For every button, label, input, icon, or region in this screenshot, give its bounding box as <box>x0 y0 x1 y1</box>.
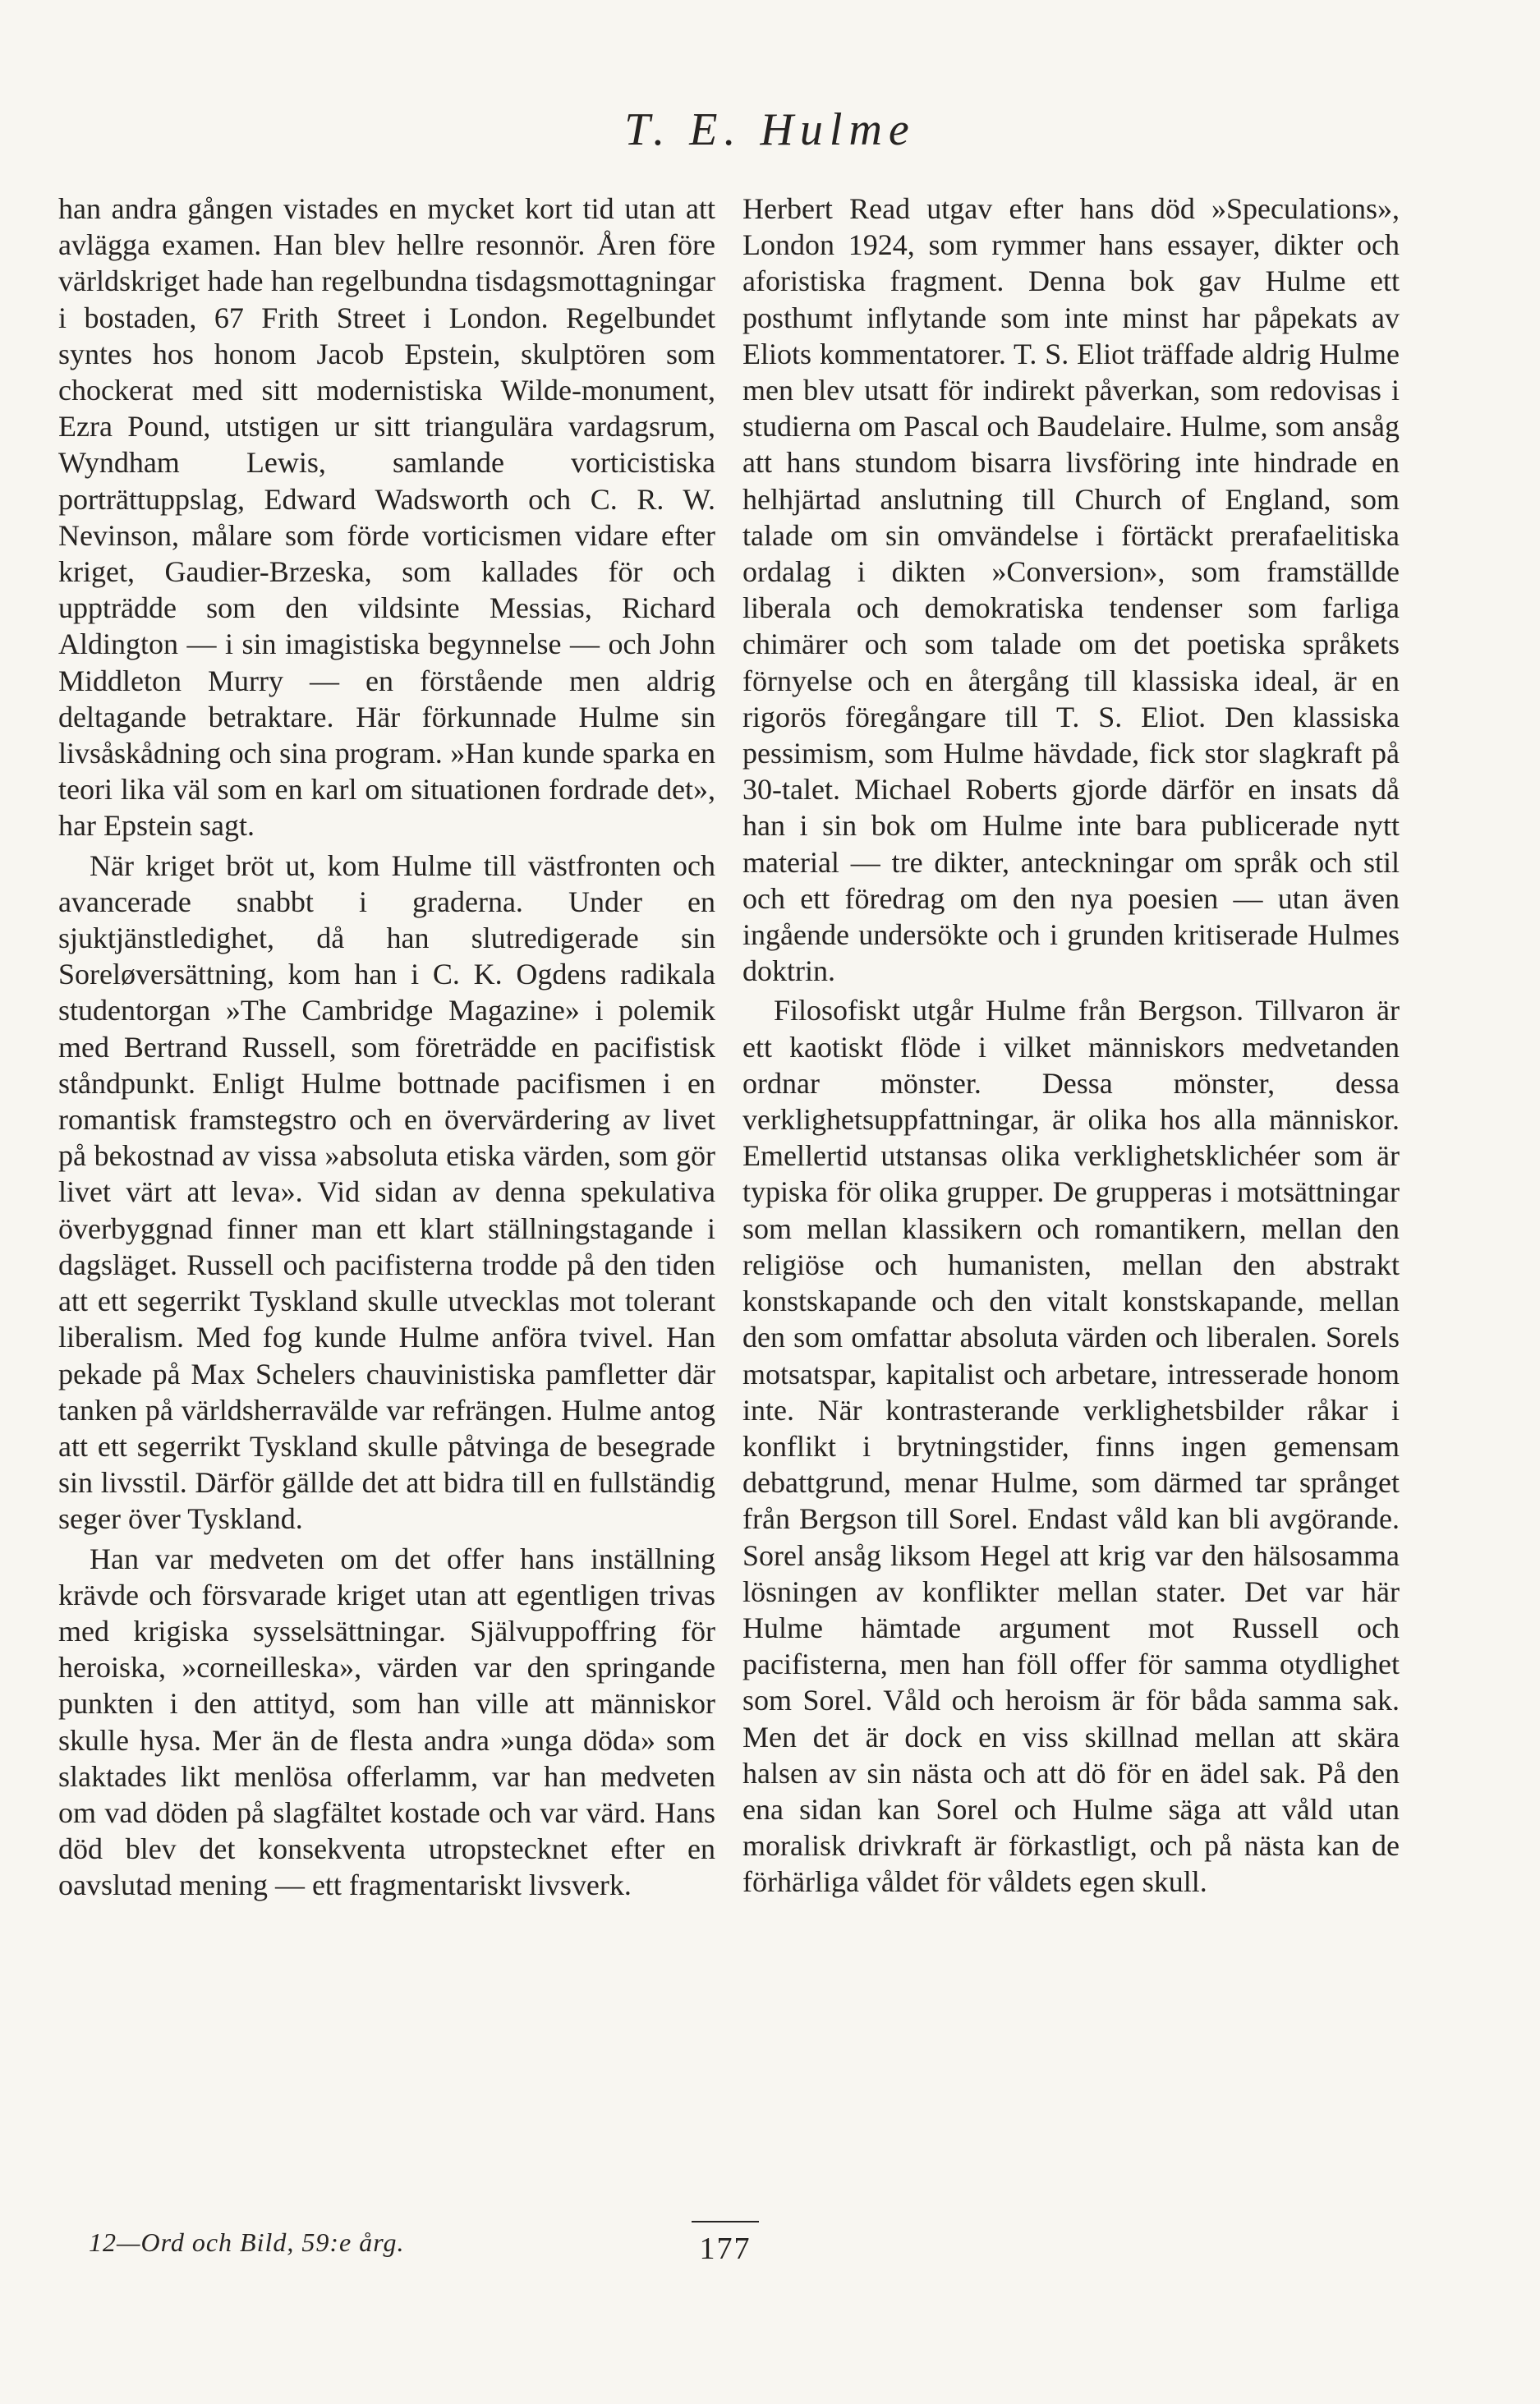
paragraph: Herbert Read utgav efter hans död »Speculations», London 1924, som rymmer hans essayer, dikter och aforistiska fragment. Denna bok gav Hulme ett posthumt inflytande som inte minst har påpekats av Eliots kommentatorer. T. S. Eliot träffade aldrig Hulme men blev utsatt för indirekt påverkan, som redovisas i studierna om Pascal och Baudelaire. Hulme, som ansåg att hans stundom bisarra livsföring inte hindrade en helhjärtad anslutning till Church of England, som talade om sin omvändelse i förtäckt prerafaelitiska ordalag i dikten »Conversion», som framställde liberala och demokratiska tendenser som farliga chimärer och som talade om det poetiska språkets förnyelse och en återgång till klassiska ideal, är en rigorös föregångare till T. S. Eliot. Den klassiska pessimism, som Hulme hävdade, fick stor slagkraft på 30-talet. Michael Roberts gjorde därför en insats då han i sin bok om Hulme inte bara publicerade nytt material — tre dikter, anteckningar om språk och stil och ett föredrag om den nya poesien — utan även ingående undersökte och i grunden kritiserade Hulmes doktrin. <box>742 192 1400 988</box>
page-number: 177 <box>699 2232 752 2266</box>
paragraph: Filosofiskt utgår Hulme från Bergson. Tillvaron är ett kaotiskt flöde i vilket människors medvetanden ordnar mönster. Dessa mönster, dessa verklighetsuppfattningar, är olika hos alla människor. Emellertid utstansas olika verklighetsklichéer som är typiska för olika grupper. De grupperas i motsättningar som mellan klassikern och romantikern, mellan den religiöse och humanisten, mellan den abstrakt konstskapande och den vitalt konstskapande, mellan den som omfattar absoluta värden och liberalen. Sorels motsatspar, kapitalist och arbetare, intresserade honom inte. När kontrasterande verklighetsbilder råkar i konflikt i brytningstider, finns ingen gemensam debattgrund, menar Hulme, som därmed tar språnget från Bergson till Sorel. Endast våld kan bli avgörande. Sorel ansåg liksom Hegel att krig var den hälsosamma lösningen av konflikter mellan stater. Det var här Hulme hämtade argument mot Russell och pacifisterna, men han föll offer för samma otydlighet som Sorel. Våld och heroism är för båda samma sak. Men det är dock en viss skillnad mellan att skära halsen av sin nästa och att dö för en ädel sak. På den ena sidan kan Sorel och Hulme säga att våld utan moralisk drivkraft är förkastligt, och på nästa kan de förhärliga våldet för våldets egen skull. <box>742 994 1400 1899</box>
paragraph: Han var medveten om det offer hans inställning krävde och försvarade kriget utan att egentligen trivas med krigiska sysselsättningar. Självuppoffring för heroiska, »corneilleska», värden var den springande punkten i den attityd, som han ville att människor skulle hysa. Mer än de flesta andra »unga döda» som slaktades likt menlösa offerlamm, var han medveten om vad döden på slagfältet kostade och var värd. Hans död blev det konsekventa utropstecknet efter en oavslutad mening — ett fragmentariskt livsverk. <box>58 1542 715 1902</box>
left-column <box>58 191 715 1904</box>
right-column <box>742 191 1400 1901</box>
page-number-rule <box>692 2221 759 2222</box>
paragraph: När kriget bröt ut, kom Hulme till västfronten och avancerade snabbt i graderna. Under en sjuktjänstledighet, då han slutredigerade sin Soreløversättning, kom han i C. K. Ogdens radikala studentorgan »The Cambridge Magazine» i polemik med Bertrand Russell, som företrädde en pacifistisk ståndpunkt. Enligt Hulme bottnade pacifismen i en romantisk framstegstro och en övervärdering av livet på bekostnad av vissa »absoluta etiska värden, som gör livet värt att leva». Vid sidan av denna spekulativa överbyggnad finner man ett klart ställningstagande i dagsläget. Russell och pacifisterna trodde på den tiden att ett segerrikt Tyskland skulle utvecklas mot tolerant liberalism. Med fog kunde Hulme anföra tvivel. Han pekade på Max Schelers chauvinistiska pamfletter där tanken på världsherravälde var refrängen. Hulme antog att ett segerrikt Tyskland skulle påtvinga de besegrade sin livsstil. Därför gällde det att bidra till en fullständig seger över Tyskland. <box>58 848 715 1536</box>
page-title: T. E. Hulme <box>624 104 916 155</box>
paragraph: han andra gången vistades en mycket kort tid utan att avlägga examen. Han blev hellre resonnör. Åren före världskriget hade han regelbundna tisdagsmottagningar i bostaden, 67 Frith Street i London. Regelbundet syntes hos honom Jacob Epstein, skulptören som chockerat med sitt modernistiska Wilde-monument, Ezra Pound, utstigen ur sitt triangulära vardagsrum, Wyndham Lewis, samlande vorticistiska porträttuppslag, Edward Wadsworth och C. R. W. Nevinson, målare som förde vorticismen vidare efter kriget, Gaudier-Brzeska, som kallades för och uppträdde som den vildsinte Messias, Richard Aldington — i sin imagistiska begynnelse — och John Middleton Murry — en förstående men aldrig deltagande betraktare. Här förkunnade Hulme sin livsåskådning och sina program. »Han kunde sparka en teori lika väl som en karl om situationen fordrade det», har Epstein sagt. <box>58 192 715 843</box>
printer-signature: 12—Ord och Bild, 59:e årg. <box>89 2227 405 2257</box>
